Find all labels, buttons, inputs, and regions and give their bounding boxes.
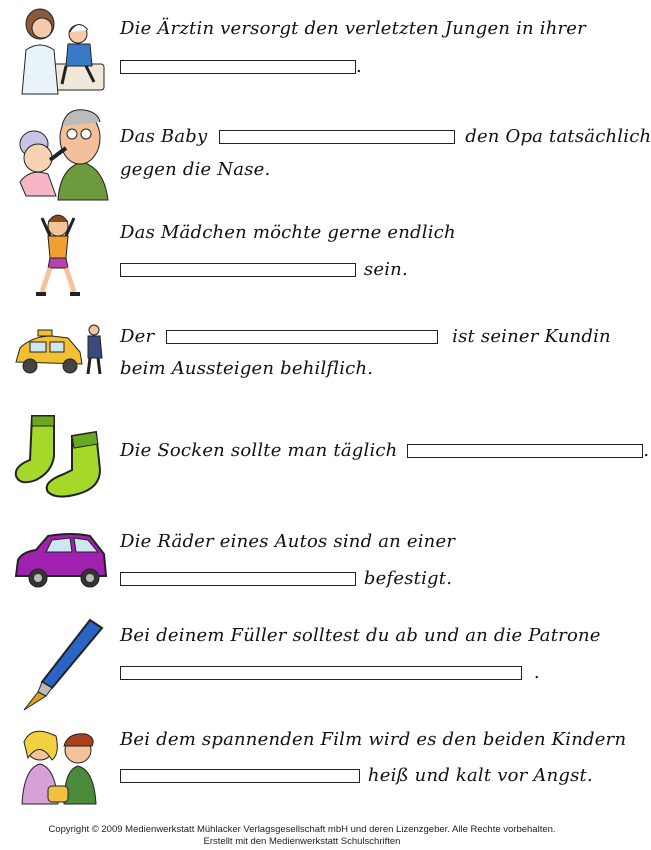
sentence-4-text-b: ist seiner Kundin [452,326,611,347]
sentence-2-text-c: gegen die Nase. [120,159,271,180]
credits-line: Erstellt mit den Medienwerkstatt Schulschriften [203,836,401,847]
sentence-8-text-b: heiß und kalt vor Angst. [367,765,593,786]
answer-blank-8[interactable] [120,769,360,783]
answer-blank-5[interactable] [407,444,643,458]
period: . [356,56,362,77]
answer-blank-7[interactable] [120,666,522,680]
answer-blank-2[interactable] [219,130,455,144]
car-illustration [12,530,108,590]
answer-blank-4[interactable] [166,330,438,344]
sentence-6-text-a: Die Räder eines Autos sind an einer [120,531,456,552]
sentence-6-text-b: befestigt. [363,568,453,589]
sentence-8 [120,729,626,751]
period: . [643,440,650,461]
period: . [533,662,540,683]
sentence-4-text-a: Der [120,326,155,347]
sentence-3-line2 [120,259,408,281]
sentence-4 [120,326,611,348]
baby-grandpa-illustration [12,104,108,200]
answer-blank-1[interactable] [120,60,356,74]
sentence-2-text-b: den Opa tatsächlich [465,126,651,147]
sentence-7-text-a: Bei deinem Füller solltest du ab und an die Patrone [120,625,601,646]
socks-illustration [12,412,108,500]
girl-illustration [12,206,108,300]
sentence-2 [120,126,651,148]
sentence-8-line2 [120,765,593,787]
sentence-2-text-a: Das Baby [120,126,208,147]
sentence-5-text-a: Die Socken sollte man täglich [120,440,398,461]
sentence-4-text-c: beim Aussteigen behilflich. [120,358,374,379]
copyright-line: Copyright © 2009 Medienwerkstatt Mühlacker Verlagsgesellschaft mbH und deren Lizenzgeber. Alle Rechte vorbehalten. [48,824,556,835]
sentence-8-text-a: Bei dem spannenden Film wird es den beiden Kindern [120,729,627,750]
fountain-pen-illustration [12,616,108,712]
sentence-3-text-a: Das Mädchen möchte gerne endlich [120,222,456,243]
sentence-7-line2 [120,662,540,684]
answer-blank-6[interactable] [120,572,356,586]
taxi-illustration [12,318,108,378]
copyright-footer [0,824,604,848]
sentence-4-line2 [120,358,373,380]
sentence-6-line2 [120,568,452,590]
sentence-3 [120,222,456,244]
sentence-7 [120,625,601,647]
sentence-5 [120,440,649,462]
sentence-1 [120,18,586,40]
sentence-1-line2 [120,56,362,78]
sentence-6 [120,531,455,553]
sentence-2-line2 [120,159,270,181]
answer-blank-3[interactable] [120,263,356,277]
sentence-3-text-b: sein. [363,259,408,280]
sentence-1-text: Die Ärztin versorgt den verletzten Jungen in ihrer [120,18,586,39]
scared-kids-illustration [12,724,108,804]
doctor-illustration [12,4,108,96]
